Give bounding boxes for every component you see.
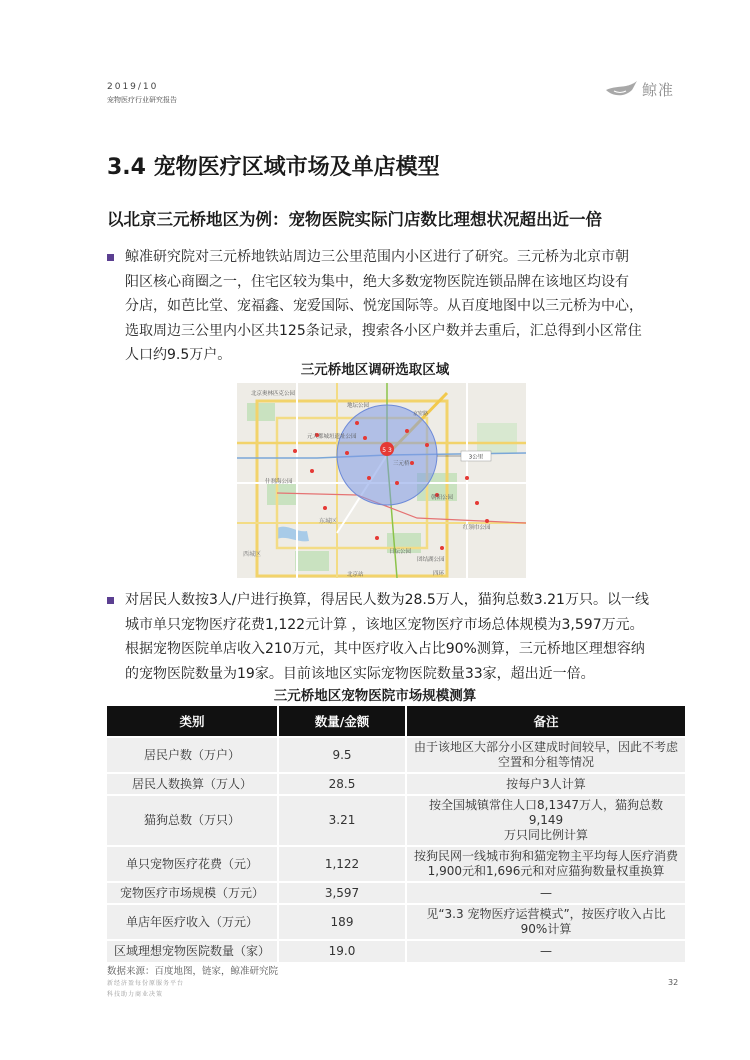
bullet-square (107, 254, 114, 261)
map-label: 三元桥 (393, 461, 410, 467)
cell-category: 单店年医疗收入（万元） (107, 904, 278, 940)
lake (277, 527, 309, 542)
table-row (107, 737, 685, 773)
bullet-square (107, 597, 114, 604)
note-line: 按全国城镇常住人口8,1347万人，猫狗总数9,149 (429, 798, 663, 827)
note-line: 1,900元和1,696元和对应猫狗数量权重换算 (427, 864, 665, 878)
cell-category: 宠物医疗市场规模（万元） (107, 882, 278, 904)
area-map (237, 383, 526, 578)
map-label: 朝阳公园 (431, 495, 454, 501)
cell-value: 1,122 (278, 846, 406, 882)
paragraph-line: 根据宠物医院单店收入210万元，其中医疗收入占比90%测算，三元桥地区理想容纳 (125, 641, 645, 657)
cell-note (406, 737, 685, 773)
map-label: 地坛公园 (347, 403, 370, 409)
cell-value: 3.21 (278, 795, 406, 846)
market-size-table (107, 706, 685, 962)
cell-value: 28.5 (278, 773, 406, 795)
cell-note (406, 904, 685, 940)
whale-logo-icon (604, 78, 638, 100)
report-date: 2019/10 (107, 82, 159, 92)
cell-category: 单只宠物医疗花费（元） (107, 846, 278, 882)
section-subtitle: 以北京三元桥地区为例：宠物医院实际门店数比理想状况超出近一倍 (107, 210, 602, 229)
map-label: 元大都城垣遗址公园 (307, 434, 357, 440)
cell-value: 19.0 (278, 940, 406, 962)
page-number: 32 (668, 978, 679, 987)
report-name: 宠物医疗行业研究报告 (107, 96, 177, 104)
paragraph-line: 分店，如芭比堂、宠福鑫、宠爱国际、悦宠国际等。从百度地图中以三元桥为中心， (125, 298, 643, 314)
map-figure-title: 三元桥地区调研选取区域 (300, 362, 450, 378)
map-canvas (237, 383, 526, 578)
cell-category: 区域理想宠物医院数量（家） (107, 940, 278, 962)
paragraph-line: 对居民人数按3人/户进行换算，得居民人数为28.5万人，猫狗总数3.21万只。以一线 (125, 592, 649, 608)
paragraph-2 (107, 588, 687, 686)
paragraph-line: 阳区核心商圈之一，住宅区较为集中，绝大多数宠物医院连锁品牌在该地区均设有 (125, 273, 629, 290)
map-label: 日坛公园 (389, 549, 412, 555)
radius-label: 3公里 (468, 454, 484, 461)
footer-slogan: 新经济盈每份原服务平台 (107, 980, 185, 987)
table-row (107, 904, 685, 940)
cell-category: 居民人数换算（万人） (107, 773, 278, 795)
paragraph-line: 人口约9.5万户。 (125, 347, 232, 363)
cell-category: 居民户数（万户） (107, 737, 278, 773)
table-row (107, 940, 685, 962)
note-line: 由于该地区大部分小区建成时间较早，因此不考虑 (413, 740, 678, 754)
map-label: 红领巾公园 (463, 525, 491, 531)
table-header-row (107, 706, 685, 737)
map-label: 北京站 (347, 572, 364, 578)
paragraph-1 (107, 245, 687, 368)
cell-note: 按每户3人计算 (406, 773, 685, 795)
note-line: 见“3.3 宠物医疗运营模式”，按医疗收入占比 (426, 907, 666, 921)
cell-value: 189 (278, 904, 406, 940)
map-label: 西城区 (243, 551, 262, 558)
header-note: 备注 (406, 706, 685, 737)
map-label: 四环 (433, 571, 445, 577)
paragraph-line: 选取周边三公里内小区共125条记录，搜索各小区户数并去重后，汇总得到小区常住 (125, 322, 642, 339)
paragraph-line: 鲸准研究院对三元桥地铁站周边三公里范围内小区进行了研究。三元桥为北京市朝 (125, 249, 629, 265)
paragraph-line: 城市单只宠物医疗花费1,122元计算 ，该地区宠物医疗市场总体规模为3,597万元。 (125, 616, 644, 633)
note-line: 空置和分租等情况 (497, 755, 594, 769)
table-title: 三元桥地区宠物医院市场规模测算 (273, 688, 477, 704)
table-row (107, 795, 685, 846)
cell-value: 9.5 (278, 737, 406, 773)
cell-category: 猫狗总数（万只） (107, 795, 278, 846)
header-value: 数量/金额 (278, 706, 406, 737)
header-category: 类别 (107, 706, 278, 737)
note-line: 万只同比例计算 (503, 828, 588, 842)
table-row (107, 773, 685, 795)
park-area (477, 423, 517, 453)
map-label: 什刹海公园 (265, 479, 293, 485)
data-source: 数据来源：百度地图，链家，鲸准研究院 (107, 966, 279, 977)
map-label: 北京奥林匹克公园 (251, 391, 296, 397)
map-label: 京密路 (413, 411, 429, 417)
cell-note (406, 795, 685, 846)
cell-note: — (406, 940, 685, 962)
cell-note (406, 846, 685, 882)
park-area (295, 551, 329, 571)
footer-slogan: 科技助力商业决策 (107, 991, 164, 998)
paragraph-line: 的宠物医院数量为19家。目前该地区实际宠物医院数量33家，超出近一倍。 (125, 665, 595, 682)
map-label: 团结湖公园 (417, 557, 445, 563)
map-label: 东城区 (319, 518, 338, 525)
brand-logo (604, 78, 674, 100)
park-area (247, 403, 275, 421)
table-row (107, 882, 685, 904)
table-row (107, 846, 685, 882)
cell-value: 3,597 (278, 882, 406, 904)
logo-text: 鲸准 (642, 80, 675, 99)
park-area (267, 483, 297, 505)
section-title: 3.4 宠物医疗区域市场及单店模型 (107, 155, 440, 180)
note-line: 90%计算 (520, 922, 572, 936)
marker-count: 5 3 (382, 447, 392, 454)
note-line: 按狗民网一线城市狗和猫宠物主平均每人医疗消费 (413, 849, 678, 863)
cell-note: — (406, 882, 685, 904)
